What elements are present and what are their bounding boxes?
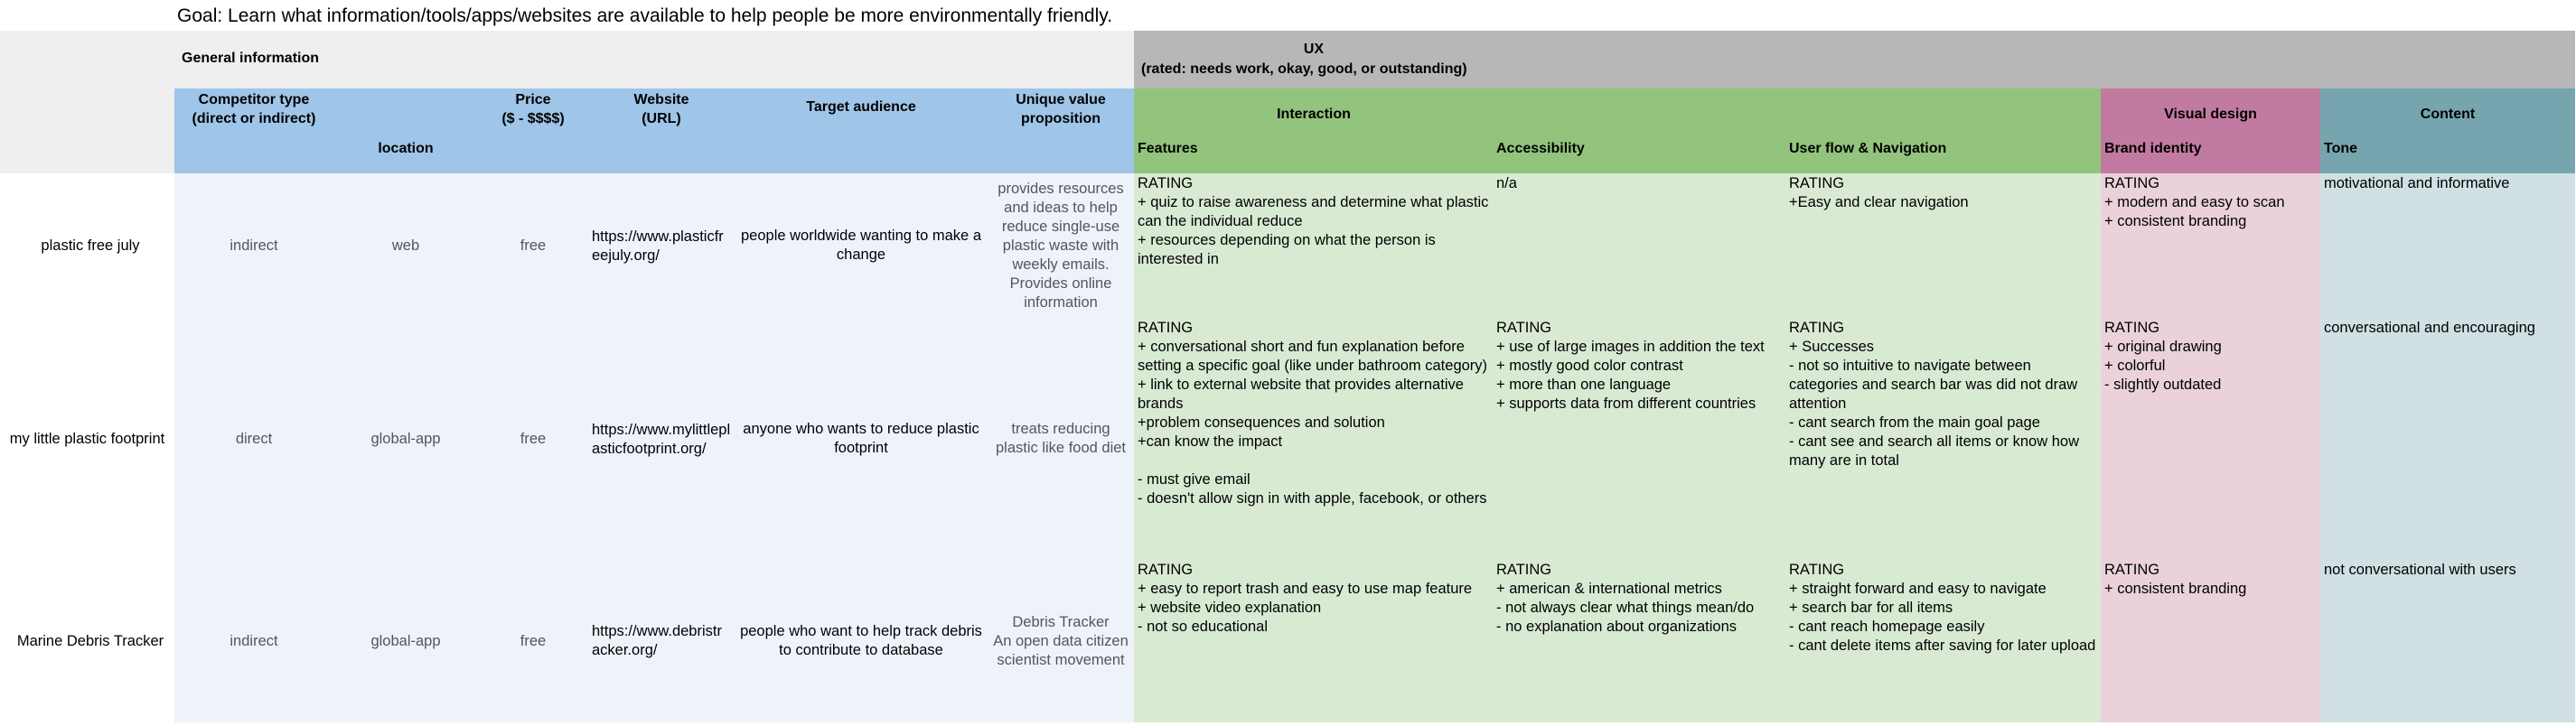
competitor-type-header: Competitor type (direct or indirect) <box>192 92 316 126</box>
competitor-type-cell: direct <box>235 430 273 447</box>
brand-identity-cell: RATING + original drawing + colorful - slightly outdated <box>2104 320 2222 393</box>
pink-header-background <box>2101 88 2320 173</box>
location-cell: web <box>391 237 420 254</box>
accessibility-cell: n/a <box>1496 175 1517 191</box>
accessibility-header: Accessibility <box>1496 141 1585 156</box>
features-cell: RATING + easy to report trash and easy to use map feature + website video explanation - not so educational <box>1138 562 1473 635</box>
website-cell: https://www.plasticfr eejuly.org/ <box>592 228 724 264</box>
location-header: location <box>378 141 434 156</box>
user-flow-cell: RATING + straight forward and easy to navigate + search bar for all items - cant reach homepage easily - cant delete items after saving for later upload <box>1789 562 2096 654</box>
table-row-name: my little plastic footprint <box>9 430 165 447</box>
unique-value-cell: provides resources and ideas to help reduce single-use plastic waste with weekly emails. Provides online information <box>998 180 1124 311</box>
teal-header-background <box>2320 88 2575 173</box>
price-header: Price ($ - $$$$) <box>501 92 565 126</box>
accessibility-cell: RATING + use of large images in addition the text + mostly good color contrast + more than one language + supports data from different countries <box>1496 320 1765 412</box>
pink-body-background <box>2101 173 2320 722</box>
target-audience-cell: people worldwide wanting to make a change <box>741 228 981 263</box>
accessibility-cell: RATING + american & international metrics - not always clear what things mean/do - no explanation about organizations <box>1496 562 1755 635</box>
price-cell: free <box>520 632 547 649</box>
website-cell: https://www.debristr acker.org/ <box>592 623 722 658</box>
tone-cell: not conversational with users <box>2324 562 2516 578</box>
visual-design-header: Visual design <box>2164 107 2257 122</box>
features-header: Features <box>1138 141 1198 156</box>
location-cell: global-app <box>370 632 441 649</box>
user-flow-header: User flow & Navigation <box>1789 141 1947 156</box>
user-flow-cell: RATING + Successes - not so intuitive to navigate between categories and search bar was did not draw attention - cant search from the main goal page - cant see and search all items or know how many are in total <box>1789 320 2079 469</box>
location-cell: global-app <box>370 430 441 447</box>
tone-header: Tone <box>2324 141 2358 156</box>
content-header: Content <box>2420 107 2476 122</box>
unique-value-cell: Debris Tracker An open data citizen scientist movement <box>993 613 1129 668</box>
tone-cell: motivational and informative <box>2324 175 2510 191</box>
target-audience-cell: anyone who wants to reduce plastic footprint <box>743 421 979 456</box>
brand-identity-header: Brand identity <box>2104 141 2202 156</box>
brand-identity-cell: RATING + modern and easy to scan + consistent branding <box>2104 175 2285 229</box>
interaction-header: Interaction <box>1277 107 1351 122</box>
competitor-type-cell: indirect <box>229 632 278 649</box>
website-header: Website (URL) <box>633 92 689 126</box>
target-audience-header: Target audience <box>806 99 916 115</box>
left-column-background <box>0 31 174 173</box>
user-flow-cell: RATING +Easy and clear navigation <box>1789 175 1969 210</box>
price-cell: free <box>520 430 547 447</box>
target-audience-cell: people who want to help track debris to contribute to database <box>740 623 982 658</box>
teal-body-background <box>2320 173 2575 722</box>
price-cell: free <box>520 237 547 254</box>
table-row-name: Marine Debris Tracker <box>16 632 164 649</box>
ux-header-subtitle: (rated: needs work, okay, good, or outstanding) <box>1141 61 1467 77</box>
brand-identity-cell: RATING + consistent branding <box>2104 562 2247 597</box>
competitor-type-cell: indirect <box>229 237 278 254</box>
features-cell: RATING + quiz to raise awareness and determine what plastic can the individual reduce + resources depending on what the person is interested in <box>1138 175 1489 267</box>
unique-value-header: Unique value proposition <box>1016 92 1106 126</box>
tone-cell: conversational and encouraging <box>2324 320 2535 336</box>
green-header-background <box>1134 88 2101 173</box>
ux-header-background <box>1134 31 2575 88</box>
features-cell: RATING + conversational short and fun explanation before setting a specific goal (like under bathroom category) + link to external website that provides alternative brands +problem consequences and solution +can know the impact - must give email - doesn't allow sign in with apple, facebook, or others <box>1138 320 1488 507</box>
website-cell: https://www.mylittlepl asticfootprint.org/ <box>592 422 731 457</box>
general-information-header: General information <box>182 51 320 66</box>
goal-text: Goal: Learn what information/tools/apps/websites are available to help people be more environmentally friendly. <box>177 5 1113 26</box>
table-row-name: plastic free july <box>41 237 140 254</box>
unique-value-cell: treats reducing plastic like food diet <box>996 421 1126 456</box>
ux-header-title: UX <box>1303 42 1325 57</box>
